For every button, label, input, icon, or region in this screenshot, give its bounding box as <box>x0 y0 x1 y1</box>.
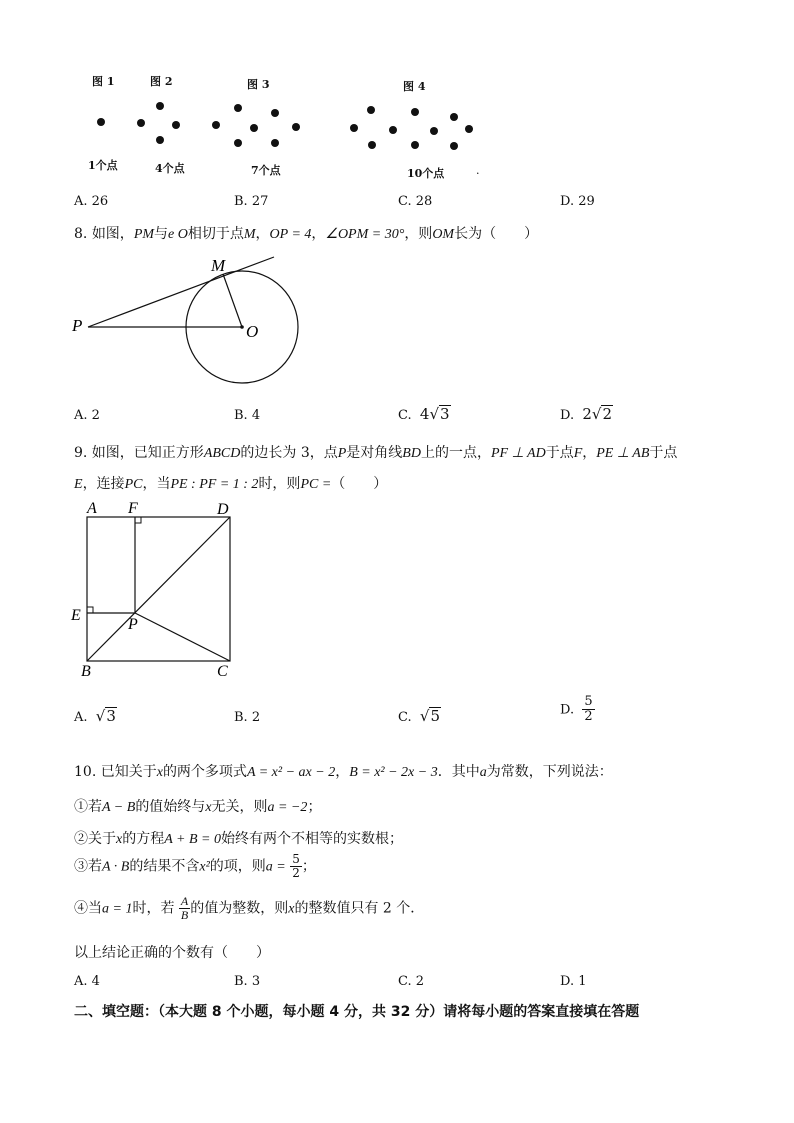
q9-option-b[interactable]: B. 2 <box>234 710 261 725</box>
dot <box>450 113 458 121</box>
q10-statement-3: ③若A · B的结果不含x²的项，则a = $\frac{5}{2}$ ； <box>74 852 316 881</box>
dot <box>411 141 419 149</box>
q9-stem-line-2: E，连接PC，当PE : PF = 1 : 2时，则PC =（ ） <box>74 476 388 492</box>
figure-4-label: 图 4 <box>403 80 426 93</box>
label-p: P <box>128 616 138 633</box>
tangent-line-pm <box>88 257 274 327</box>
figure-1-label: 图 1 <box>92 75 115 88</box>
q10-option-d[interactable]: D. 1 <box>560 974 587 989</box>
q7-option-a[interactable]: A. 26 <box>74 194 109 209</box>
q10-stem: 10. 已知关于x的两个多项式A = x² − ax − 2，B = x² − 2x − 3．其中a为常数，下列说法： <box>74 764 613 780</box>
q7-option-b[interactable]: B. 27 <box>234 194 269 209</box>
dot <box>172 121 180 129</box>
figure-2-caption: 4个点 <box>155 162 185 175</box>
dot <box>389 126 397 134</box>
q10-option-a[interactable]: A. 4 <box>74 974 100 989</box>
q9-option-c[interactable]: C. √5 <box>398 707 440 725</box>
dot <box>271 109 279 117</box>
label-f: F <box>128 500 138 517</box>
section-2-heading: 二、填空题：（本大题 8 个小题，每小题 4 分，共 32 分）请将每小题的答案直接填在答题 <box>74 1004 640 1020</box>
label-o: O <box>246 322 259 341</box>
q8-option-b[interactable]: B. 4 <box>234 408 261 423</box>
q7-option-d[interactable]: D. 29 <box>560 194 595 209</box>
center-o <box>240 325 244 329</box>
figure-2-label: 图 2 <box>150 75 173 88</box>
q8-option-c[interactable]: C. 4√3 <box>398 405 450 423</box>
dot <box>411 108 419 116</box>
label-c: C <box>217 663 228 680</box>
label-b: B <box>81 663 91 680</box>
segment-om <box>223 274 242 327</box>
dot <box>430 127 438 135</box>
dot <box>250 124 258 132</box>
q10-option-c[interactable]: C. 2 <box>398 974 425 989</box>
segment-pc <box>135 613 230 661</box>
q8-stem: 8. 如图，PM与e O相切于点M，OP = 4，∠OPM = 30°，则OM长为（ ） <box>74 226 539 242</box>
dot <box>212 121 220 129</box>
q10-statement-4: ④当a = 1时，若 $\frac{A}{B}$ 的值为整数，则x的整数值只有 2 个． <box>74 894 425 923</box>
q10-conclusion: 以上结论正确的个数有（ ） <box>74 945 270 961</box>
dot <box>234 139 242 147</box>
figure-1-caption: 1个点 <box>88 159 118 172</box>
figure-4-caption: 10个点 <box>407 167 445 180</box>
q10-statement-2: ②关于x的方程A + B = 0始终有两个不相等的实数根； <box>74 831 403 847</box>
dot <box>367 106 375 114</box>
dot <box>350 124 358 132</box>
dot <box>465 125 473 133</box>
q9-square-figure <box>66 496 246 681</box>
q10-statement-1: ①若A − B的值始终与x无关，则a = −2； <box>74 799 322 815</box>
q7-option-c[interactable]: C. 28 <box>398 194 433 209</box>
figure-3-caption: 7个点 <box>251 164 281 177</box>
q9-option-d[interactable]: D. $\frac{5}{2}$ <box>560 694 593 725</box>
label-p: P <box>72 316 83 335</box>
dot <box>292 123 300 131</box>
dot <box>271 139 279 147</box>
diagonal-bd <box>87 517 230 661</box>
dot <box>97 118 105 126</box>
q9-option-a[interactable]: A. √3 <box>74 707 116 725</box>
label-a: A <box>87 500 97 517</box>
dot <box>234 104 242 112</box>
q10-option-b[interactable]: B. 3 <box>234 974 261 989</box>
figure-3-label: 图 3 <box>247 78 270 91</box>
q8-option-a[interactable]: A. 2 <box>74 408 100 423</box>
label-d: D <box>217 501 229 518</box>
right-angle-e <box>87 607 93 613</box>
label-e: E <box>71 607 81 624</box>
label-m: M <box>211 256 226 275</box>
right-angle-f <box>135 517 141 523</box>
dot <box>368 141 376 149</box>
q9-stem-line-1: 9. 如图，已知正方形ABCD的边长为 3，点P是对角线BD上的一点，PF ⊥ AD于点F，PE ⊥ AB于点 <box>74 445 678 461</box>
q8-option-d[interactable]: D. 2√2 <box>560 405 613 423</box>
q8-tangent-circle-figure <box>60 245 320 395</box>
dot <box>137 119 145 127</box>
dot <box>156 136 164 144</box>
dot <box>156 102 164 110</box>
dot <box>450 142 458 150</box>
